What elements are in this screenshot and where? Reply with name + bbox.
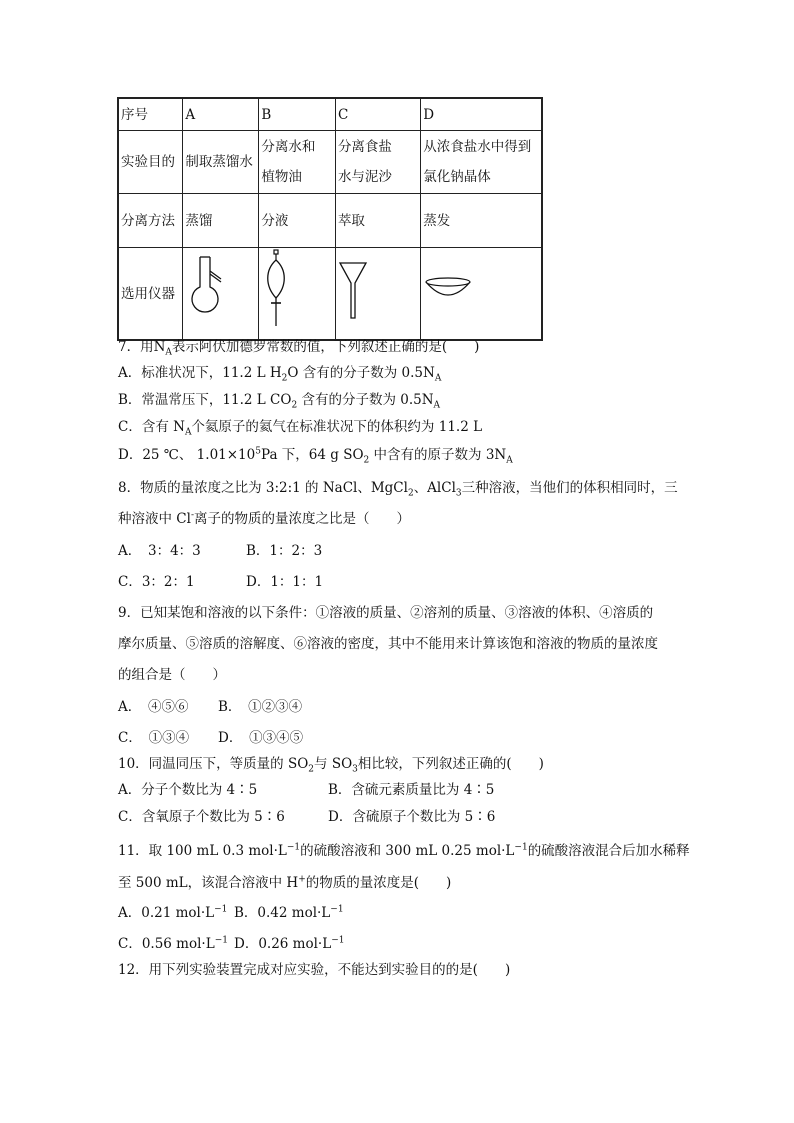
question-11-stem-line-1: 11．取 100 mL 0.3 $mol\cdot L^{-1}$的硫酸溶液和 300 mL 0.25 $mol\cdot L^{-1}$的硫酸溶液混合后加水稀释 (118, 842, 690, 859)
question-11-options-row-2: C．0.56 $mol\cdot L^{-1}$ D．0.26 $mol\cdot L^{-1}$ (118, 935, 345, 952)
table-cell (335, 248, 420, 341)
table-cell: 蒸馏 (183, 194, 259, 248)
table-cell (421, 248, 542, 341)
question-8-stem-line-2: 种溶液中 Cl-离子的物质的量浓度之比是（ ） (118, 510, 410, 527)
question-10-options-row-2: C．含氧原子个数比为 5∶6 D．含硫原子个数比为 5∶6 (118, 809, 496, 825)
table-cell: 蒸发 (421, 194, 542, 248)
question-7-stem: 7．用$N_A$表示阿伏加德罗常数的值，下列叙述正确的是( ) (118, 339, 480, 358)
table-cell: 分离水和 植物油 (259, 131, 336, 194)
question-8-options-row-2: C．3：2：1 D．1：1：1 (118, 574, 324, 590)
header-cell: A (183, 98, 259, 131)
table-row-method (118, 194, 542, 248)
question-9-options-row-1: A． ④⑤⑥ B． ①②③④ (118, 699, 303, 715)
question-11-options-row-1: A．0.21 $mol\cdot L^{-1}$ B．0.42 $mol\cdot L^{-1}$ (118, 904, 344, 921)
table-cell: 制取蒸馏水 (183, 131, 259, 194)
table-cell: 从浓食盐水中得到 氯化钠晶体 (421, 131, 542, 194)
question-7-option-b: B．常温常压下，11.2 L $CO_2$ 含有的分子数为 $0.5N_A$ (118, 392, 441, 411)
header-cell: D (421, 98, 542, 131)
table-row-apparatus (118, 248, 542, 341)
distillation-flask-icon (185, 253, 225, 323)
question-10-stem: 10．同温同压下，等质量的 $SO_2$与 $SO_3$相比较，下列叙述正确的( ) (118, 756, 544, 775)
row-label: 分离方法 (118, 194, 183, 248)
row-label: 实验目的 (118, 131, 183, 194)
table-cell: 萃取 (335, 194, 420, 248)
question-12-stem: 12．用下列实验装置完成对应实验，不能达到实验目的的是( ) (118, 962, 511, 978)
question-9-stem-line-3: 的组合是（ ） (118, 667, 226, 683)
question-10-options-row-1: A．分子个数比为 4∶5 B．含硫元素质量比为 4∶5 (118, 782, 495, 798)
table-row-purpose (118, 131, 542, 194)
table-cell (183, 248, 259, 341)
header-cell: 序号 (118, 98, 183, 131)
table-header-row (118, 98, 542, 131)
table-cell: 分液 (259, 194, 336, 248)
question-7-option-d: D．25 ℃、 $1.01\times 10^5Pa$ 下，64 g $SO_2$ 中含有的原子数为 $3N_A$ (118, 446, 513, 466)
question-7-option-a: A．标准状况下，11.2 L $H_2O$ 含有的分子数为 $0.5N_A$ (118, 365, 442, 384)
separation-methods-table (117, 97, 543, 341)
table-cell (259, 248, 336, 341)
separatory-funnel-icon (261, 248, 291, 328)
question-9-stem-line-2: 摩尔质量、⑤溶质的溶解度、⑥溶液的密度，其中不能用来计算该饱和溶液的物质的量浓度 (118, 636, 658, 652)
evaporating-dish-icon (423, 268, 473, 308)
question-11-stem-line-2: 至 500 mL，该混合溶液中 H+的物质的量浓度是( ) (118, 874, 452, 891)
question-9-options-row-2: C． ①③④ D． ①③④⑤ (118, 730, 304, 746)
funnel-icon (338, 253, 368, 323)
row-label: 选用仪器 (118, 248, 183, 341)
question-7-option-c: C．含有 $N_A$个氦原子的氦气在标准状况下的体积约为 11.2 L (118, 419, 483, 438)
header-cell: B (259, 98, 336, 131)
question-9-stem-line-1: 9．已知某饱和溶液的以下条件：①溶液的质量、②溶剂的质量、③溶液的体积、④溶质的 (118, 605, 654, 621)
header-cell: C (335, 98, 420, 131)
question-8-options-row-1: A． 3：4：3 B．1：2：3 (118, 543, 323, 559)
table-cell: 分离食盐 水与泥沙 (335, 131, 420, 194)
question-8-stem-line-1: 8．物质的量浓度之比为 3:2:1 的 NaCl、MgCl$_2$、AlCl$_3$三种溶液，当他们的体积相同时，三 (118, 480, 678, 499)
